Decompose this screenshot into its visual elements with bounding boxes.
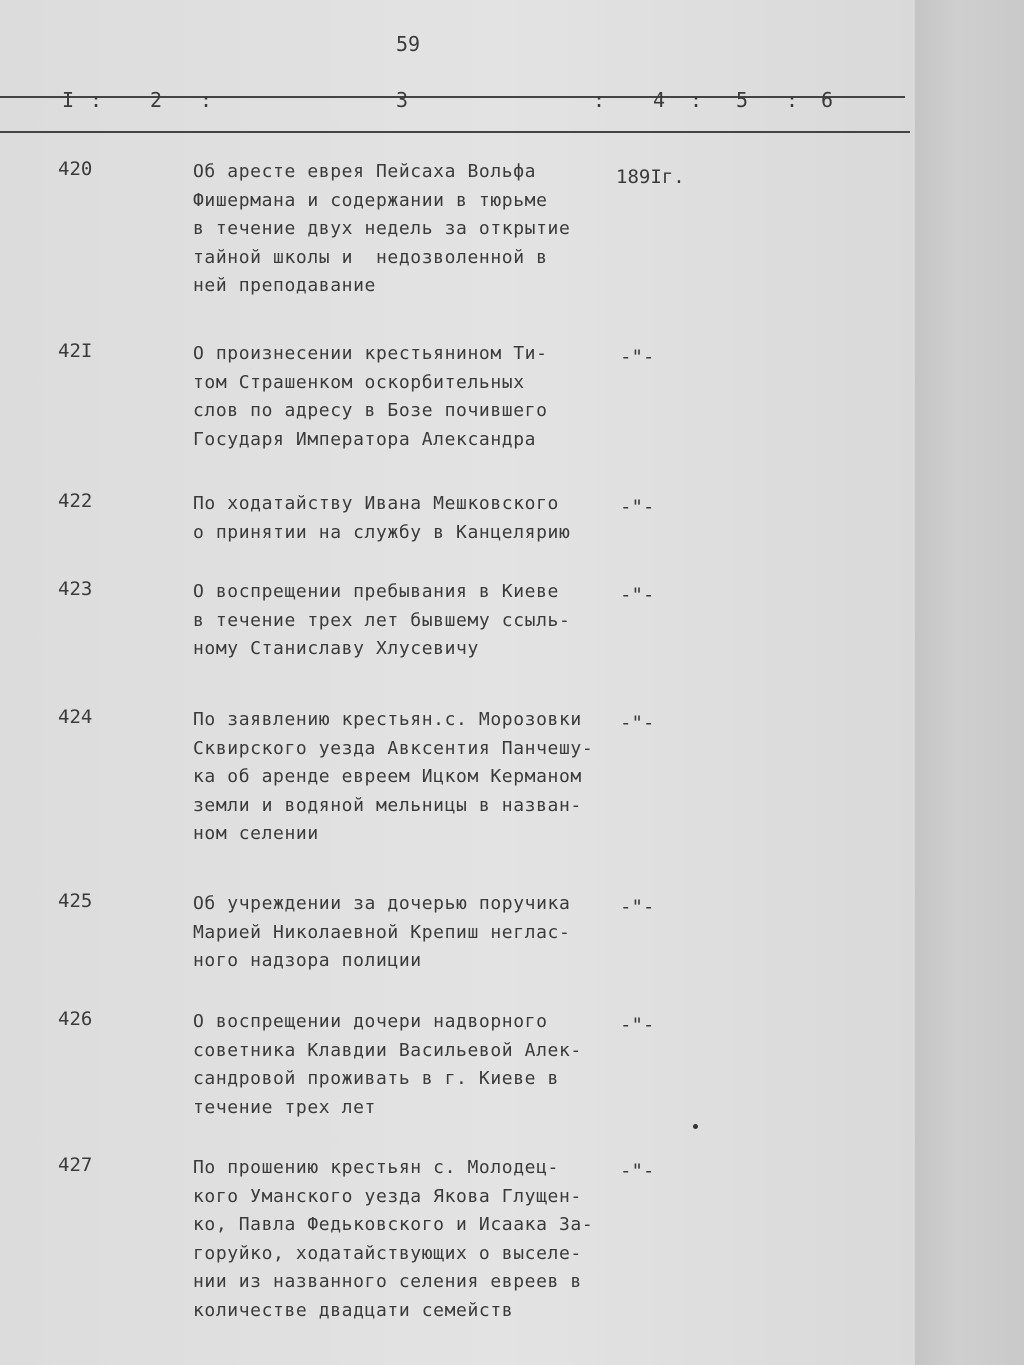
- page-number: 59: [396, 32, 421, 56]
- column-separator: :: [690, 88, 704, 112]
- entry-number: 425: [58, 890, 93, 912]
- entry-number: 422: [58, 490, 93, 512]
- page-edge-background: [915, 0, 1024, 1365]
- entry-date: -"-: [620, 712, 655, 734]
- column-header-6: 6: [821, 88, 835, 112]
- column-header-2: 2: [150, 88, 164, 112]
- entry-number: 42I: [58, 340, 93, 362]
- entry-description: По заявлению крестьян.с. Морозовки Сквирского уезда Авксентия Панчешу- ка об аренде евреем Ицком Керманом земли и водяной мельницы в назван- ном селении: [193, 709, 594, 844]
- entry-date: -"-: [620, 1160, 655, 1182]
- entry-date: -"-: [620, 896, 655, 918]
- entry-description: О воспрещении пребывания в Киеве в течение трех лет бывшему ссыль- ному Станиславу Хлусевичу: [193, 581, 571, 659]
- entry-number: 426: [58, 1008, 93, 1030]
- column-header-4: 4: [653, 88, 667, 112]
- entry-description: Об учреждении за дочерью поручика Марией Николаевной Крепиш неглас- ного надзора полиции: [193, 893, 571, 971]
- entry-date: -"-: [620, 1014, 655, 1036]
- column-header-3: 3: [396, 88, 410, 112]
- column-header-5: 5: [736, 88, 750, 112]
- entry-number: 424: [58, 706, 93, 728]
- header-bottom-rule: [0, 131, 910, 133]
- column-separator: :: [90, 88, 104, 112]
- ink-dot: [693, 1124, 698, 1129]
- column-separator: :: [786, 88, 800, 112]
- column-separator: :: [200, 88, 214, 112]
- entry-number: 427: [58, 1154, 93, 1176]
- entry-date: -"-: [620, 584, 655, 606]
- entry-description: О воспрещении дочери надворного советника Клавдии Васильевой Алек- сандровой проживать в г. Киеве в течение трех лет: [193, 1011, 582, 1118]
- entry-number: 423: [58, 578, 93, 600]
- entry-date: -"-: [620, 346, 655, 368]
- entry-description: Об аресте еврея Пейсаха Вольфа Фишермана и содержании в тюрьме в течение двух недель за открытие тайной школы и недозволенной в ней преподавание: [193, 161, 571, 296]
- entry-description: По ходатайству Ивана Мешковского о принятии на службу в Канцелярию: [193, 493, 571, 543]
- column-separator: :: [593, 88, 607, 112]
- entry-description: По прошению крестьян с. Молодец- кого Уманского уезда Якова Глущен- ко, Павла Федьковского и Исаака За- горуйко, ходатайствующих о выселе- нии из названного селения евреев в количестве двадцати семейств: [193, 1157, 594, 1321]
- entry-date: -"-: [620, 496, 655, 518]
- header-top-rule: [0, 96, 905, 98]
- entry-description: О произнесении крестьянином Ти- том Страшенком оскорбительных слов по адресу в Бозе почившего Государя Императора Александра: [193, 343, 548, 450]
- column-header-1: I: [62, 88, 76, 112]
- entry-date: 189Iг.: [616, 166, 685, 188]
- entry-number: 420: [58, 158, 93, 180]
